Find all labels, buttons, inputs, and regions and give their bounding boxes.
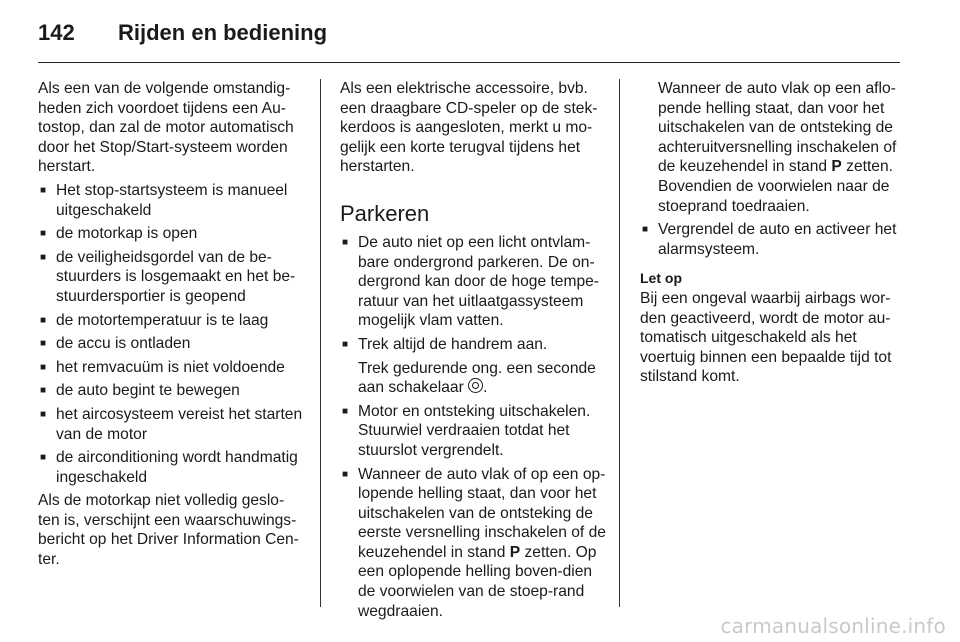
lock-list [640,220,902,259]
descent-text: Wanneer de auto vlak op een aflo-pende helling staat, dan voor het uitschakelen van de ontsteking de achteruitversnelling inschakelen of de keuzehendel in stand [658,80,897,176]
column-2 [340,79,606,625]
parking-list [340,233,606,355]
column-3 [640,79,902,391]
page-number: 142 [38,20,75,45]
list-item: ■ de motortemperatuur is te laag [38,311,304,331]
slope-text-end: zetten. Op een oplopende helling boven-dien de voorwielen van de stoep-rand wegdraaien. [358,543,597,620]
handbrake-instruction: Trek gedurende ong. een seconde aan schakelaar . [358,359,596,397]
continued-paragraph [640,79,902,216]
gear-key-label: P [509,543,521,561]
list-item: ■ de accu is ontladen [38,334,304,354]
outro-paragraph: Als de motorkap niet volledig geslo-ten is, verschijnt een waarschuwings-bericht op het Driver Information Cen-ter. [38,492,299,569]
list-item: ■ De auto niet op een licht ontvlam-bare ondergrond parkeren. De on-dergrond kan door de hoge tempe-ratuur van het uitlaatgassysteem mogelijk vlam vatten. [340,233,606,331]
list-item: ■ het remvacuüm is niet voldoende [38,358,304,378]
list-item: ■ Vergrendel de auto en activeer het alarmsysteem. [640,220,902,259]
intro-paragraph: Als een van de volgende omstandig-heden zich voordoet tijdens een Au-tostop, dan zal de motor automatisch door het Stop/Start-systeem worden herstart. [38,80,294,176]
section-heading: Parkeren [340,200,430,226]
slope-text: Wanneer de auto vlak of op een op-lopende helling staat, dan voor het uitschakelen van de ontsteking de eerste versnelling inschakelen of de keuzehendel in stand [358,465,606,561]
list-item: ■ de airconditioning wordt handmatig ingeschakeld [38,448,304,487]
accessory-paragraph: Als een elektrische accessoire, bvb. een draagbare CD-speler op de stek-kerdoos is aangesloten, merkt u mo-gelijk een korte terugval tijdens het herstarten. [340,80,598,176]
page-header [38,14,900,60]
list-item: ■ Motor en ontsteking uitschakelen. Stuurwiel verdraaien totdat het stuurslot vergrendelt. [340,402,606,461]
list-item [340,465,606,622]
list-item: ■ de auto begint te bewegen [38,381,304,401]
descent-text-end: zetten. Bovendien de voorwielen naar de stoeprand toedraaien. [658,158,893,215]
restart-conditions-list [38,181,304,487]
column-divider-1 [320,79,321,607]
list-item: ■ Het stop-startsysteem is manueel uitgeschakeld [38,181,304,220]
gear-key-label: P [831,158,842,176]
watermark: carmanualsonline.info [720,614,946,638]
parking-list-2 [340,402,606,622]
list-item: ■ het aircosysteem vereist het starten van de motor [38,405,304,444]
handbrake-text: Trek gedurende ong. een seconde aan schakelaar [358,359,596,397]
note-title: Let op [640,270,682,287]
parking-brake-icon [468,378,483,393]
column-divider-2 [619,79,620,607]
page-title: Rijden en bediening [118,20,328,45]
list-item: ■ de veiligheidsgordel van de be-stuurders is losgemaakt en het be-stuurdersportier is geopend [38,248,304,307]
column-1 [38,79,304,574]
note-text: Bij een ongeval waarbij airbags wor-den geactiveerd, wordt de motor au-tomatisch uitgeschakeld als het voertuig binnen een bepaalde tijd tot stilstand komt. [640,289,892,386]
list-item: ■ de motorkap is open [38,224,304,244]
list-item: ■ Trek altijd de handrem aan. [340,335,606,355]
header-divider [38,62,900,63]
